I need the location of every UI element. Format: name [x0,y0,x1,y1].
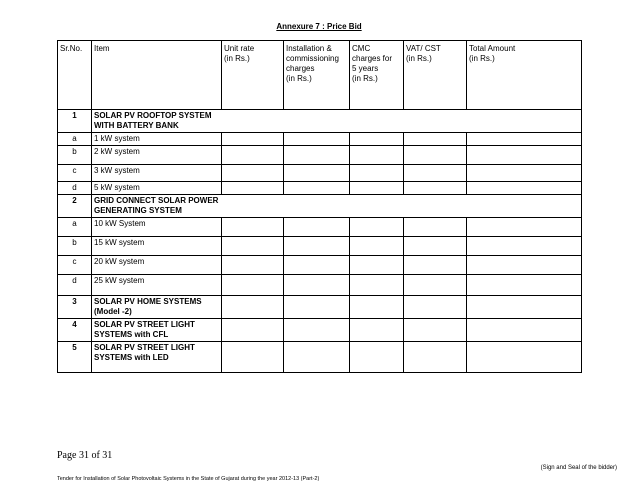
total-amount-cell[interactable] [467,182,582,195]
unit-rate-cell[interactable] [222,237,284,256]
sr-no-cell: a [58,218,92,237]
total-amount-cell[interactable] [467,319,582,342]
total-amount-cell[interactable] [467,275,582,296]
item-text-line: 1 kW system [94,134,140,143]
vat-cell[interactable] [404,342,467,373]
unit-rate-cell[interactable] [222,256,284,275]
item-cell [92,146,222,165]
table-row [58,237,582,256]
item-cell [92,195,222,218]
section-blank-cell [222,195,582,218]
vat-cell[interactable] [404,146,467,165]
table-row [58,296,582,319]
item-text-line: 10 kW System [94,219,146,228]
installation-cell[interactable] [284,296,350,319]
item-text-line: SOLAR PV STREET LIGHT [94,343,195,352]
item-cell [92,296,222,319]
item-cell [92,256,222,275]
installation-cell[interactable] [284,275,350,296]
installation-cell[interactable] [284,165,350,182]
table-row [58,319,582,342]
item-text-line: SYSTEMS with LED [94,353,169,362]
item-text-line: 15 kW system [94,238,145,247]
unit-rate-cell[interactable] [222,182,284,195]
item-text-line: SYSTEMS with CFL [94,330,169,339]
vat-cell[interactable] [404,133,467,146]
item-cell [92,319,222,342]
cmc-cell[interactable] [350,275,404,296]
installation-cell[interactable] [284,218,350,237]
vat-cell[interactable] [404,296,467,319]
unit-rate-cell[interactable] [222,296,284,319]
item-text-line: 25 kW system [94,276,145,285]
header-unit-rate: Unit rate (in Rs.) [222,41,284,110]
unit-rate-cell[interactable] [222,319,284,342]
cmc-cell[interactable] [350,296,404,319]
installation-cell[interactable] [284,146,350,165]
installation-cell[interactable] [284,133,350,146]
annexure-title: Annexure 7 : Price Bid [276,22,362,31]
unit-rate-cell[interactable] [222,275,284,296]
sr-no-cell: b [58,146,92,165]
cmc-cell[interactable] [350,146,404,165]
header-vat: VAT/ CST (in Rs.) [404,41,467,110]
footer-text: Tender for Installation of Solar Photovoltaic Systems in the State of Gujarat during the year 2012-13 (Part-2) [57,476,320,482]
item-text-line: 20 kW system [94,257,145,266]
cmc-cell[interactable] [350,342,404,373]
item-cell [92,133,222,146]
sr-no-cell: b [58,237,92,256]
sr-no-cell: 1 [58,110,92,133]
item-text-line: 5 kW system [94,183,140,192]
header-cmc: CMC charges for 5 years (in Rs.) [350,41,404,110]
vat-cell[interactable] [404,218,467,237]
total-amount-cell[interactable] [467,342,582,373]
table-row [58,275,582,296]
item-text-line: GRID CONNECT SOLAR POWER GENERATING SYSTEM [94,196,219,215]
header-total: Total Amount (in Rs.) [467,41,582,110]
table-header-row [58,41,582,110]
item-cell [92,237,222,256]
unit-rate-cell[interactable] [222,133,284,146]
total-amount-cell[interactable] [467,165,582,182]
unit-rate-cell[interactable] [222,342,284,373]
table-row [58,182,582,195]
section-blank-cell [222,110,582,133]
table-section-row [58,195,582,218]
unit-rate-cell[interactable] [222,218,284,237]
cmc-cell[interactable] [350,237,404,256]
total-amount-cell[interactable] [467,133,582,146]
item-cell [92,342,222,373]
item-cell [92,110,222,133]
item-text-line: SOLAR PV ROOFTOP SYSTEM WITH BATTERY BANK [94,111,212,130]
item-cell [92,218,222,237]
cmc-cell[interactable] [350,256,404,275]
sr-no-cell: d [58,275,92,296]
sr-no-cell: d [58,182,92,195]
table-body [58,110,582,373]
total-amount-cell[interactable] [467,237,582,256]
item-text-line: SOLAR PV STREET LIGHT [94,320,195,329]
installation-cell[interactable] [284,256,350,275]
header-installation: Installation & commissioning charges (in Rs.) [284,41,350,110]
table-row [58,256,582,275]
sr-no-cell: a [58,133,92,146]
sr-no-cell: 4 [58,319,92,342]
total-amount-cell[interactable] [467,146,582,165]
installation-cell[interactable] [284,342,350,373]
header-item: Item [92,41,222,110]
vat-cell[interactable] [404,256,467,275]
total-amount-cell[interactable] [467,296,582,319]
seal-note: (Sign and Seal of the bidder) [540,465,617,471]
vat-cell[interactable] [404,182,467,195]
unit-rate-cell[interactable] [222,146,284,165]
price-bid-table [57,40,582,373]
item-text-line: 2 kW system [94,147,140,156]
sr-no-cell: 3 [58,296,92,319]
total-amount-cell[interactable] [467,256,582,275]
item-text-line: 3 kW system [94,166,140,175]
cmc-cell[interactable] [350,218,404,237]
page-number: Page 31 of 31 [57,450,113,461]
cmc-cell[interactable] [350,319,404,342]
installation-cell[interactable] [284,319,350,342]
table-row [58,165,582,182]
sr-no-cell: c [58,256,92,275]
total-amount-cell[interactable] [467,218,582,237]
item-text-line: (Model -2) [94,307,132,316]
item-text-line: SOLAR PV HOME SYSTEMS [94,297,202,306]
cmc-cell[interactable] [350,133,404,146]
table-row [58,146,582,165]
installation-cell[interactable] [284,182,350,195]
installation-cell[interactable] [284,237,350,256]
unit-rate-cell[interactable] [222,165,284,182]
sr-no-cell: 5 [58,342,92,373]
vat-cell[interactable] [404,275,467,296]
cmc-cell[interactable] [350,165,404,182]
table-row [58,133,582,146]
item-cell [92,165,222,182]
sr-no-cell: 2 [58,195,92,218]
header-srno: Sr.No. [58,41,92,110]
vat-cell[interactable] [404,165,467,182]
item-cell [92,275,222,296]
sr-no-cell: c [58,165,92,182]
item-cell [92,182,222,195]
vat-cell[interactable] [404,319,467,342]
table-row [58,218,582,237]
table-row [58,342,582,373]
cmc-cell[interactable] [350,182,404,195]
table-section-row [58,110,582,133]
vat-cell[interactable] [404,237,467,256]
